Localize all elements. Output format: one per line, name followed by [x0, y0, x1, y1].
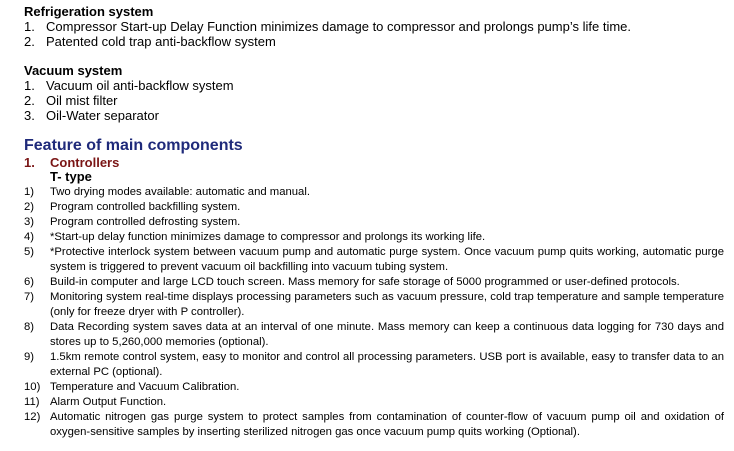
item-number: 6): [24, 276, 35, 288]
document-page: [24, 4, 724, 440]
list-item: [24, 215, 724, 230]
item-number: 12): [24, 411, 41, 423]
item-number: 3): [24, 216, 35, 228]
item-text: Patented cold trap anti-backflow system: [46, 34, 276, 49]
list-item: [24, 320, 724, 350]
list-item: [24, 245, 724, 275]
list-item: [24, 395, 724, 410]
item-number: 11): [24, 396, 40, 408]
list-item: [24, 93, 724, 108]
controllers-number: 1.: [24, 155, 35, 170]
features-title: Feature of main components: [24, 137, 243, 154]
list-item: [24, 108, 724, 123]
refrigeration-list: [24, 19, 724, 49]
item-text: Alarm Output Function.: [50, 396, 167, 408]
item-text: Temperature and Vacuum Calibration.: [50, 381, 240, 393]
item-number: 1): [24, 186, 35, 198]
item-number: 2.: [24, 34, 35, 49]
item-text: Oil-Water separator: [46, 108, 159, 123]
list-item: [24, 275, 724, 290]
item-number: 1.: [24, 19, 35, 34]
list-item: [24, 380, 724, 395]
vacuum-title: Vacuum system: [24, 63, 123, 78]
item-text: Oil mist filter: [46, 93, 118, 108]
list-item: [24, 200, 724, 215]
item-number: 4): [24, 231, 35, 243]
item-number: 7): [24, 291, 35, 303]
list-item: [24, 78, 724, 93]
item-number: 10): [24, 381, 41, 393]
feature-list: [24, 185, 724, 440]
type-label: T- type: [50, 169, 92, 184]
item-text: Monitoring system real-time displays processing parameters such as vacuum pressure, cold trap temperature and sample temperature (only for freeze dryer with P controller).: [50, 291, 724, 318]
item-number: 9): [24, 351, 35, 363]
controllers-label: Controllers: [50, 155, 120, 170]
list-item: [24, 290, 724, 320]
item-number: 5): [24, 246, 35, 258]
item-text: Program controlled backfilling system.: [50, 201, 241, 213]
list-item: [24, 19, 724, 34]
list-item: [24, 410, 724, 440]
list-item: [24, 34, 724, 49]
list-item: [24, 185, 724, 200]
item-text: *Start-up delay function minimizes damage to compressor and prolongs its working life.: [50, 231, 486, 243]
controllers-heading: [24, 155, 724, 170]
item-text: Two drying modes available: automatic and manual.: [50, 186, 310, 198]
list-item: [24, 230, 724, 245]
item-number: 2): [24, 201, 35, 213]
item-text: 1.5km remote control system, easy to monitor and control all processing parameters. USB port is available, easy to transfer data to an external PC (optional).: [50, 351, 724, 378]
list-item: [24, 350, 724, 380]
item-text: Data Recording system saves data at an interval of one minute. Mass memory can keep a continuous data logging for 730 days and stores up to 5,260,000 memories (optional).: [50, 321, 724, 348]
refrigeration-title: Refrigeration system: [24, 4, 154, 19]
item-number: 8): [24, 321, 35, 333]
item-text: *Protective interlock system between vacuum pump and automatic purge system. Once vacuum pump quits working, automatic purge system is triggered to prevent vacuum oil backfilling into vacuum tubing system.: [50, 246, 724, 273]
item-number: 2.: [24, 93, 35, 108]
item-text: Build-in computer and large LCD touch screen. Mass memory for safe storage of 5000 programmed or user-defined protocols.: [50, 276, 680, 288]
item-number: 1.: [24, 78, 35, 93]
item-text: Compressor Start-up Delay Function minimizes damage to compressor and prolongs pump’s life time.: [46, 19, 632, 34]
vacuum-list: [24, 78, 724, 123]
item-number: 3.: [24, 108, 35, 123]
item-text: Automatic nitrogen gas purge system to protect samples from contamination of counter-flow of vacuum pump oil and oxidation of oxygen-sensitive samples by inserting sterilized nitrogen gas once vacuum pump quits working (Optional).: [50, 411, 724, 438]
item-text: Vacuum oil anti-backflow system: [46, 78, 234, 93]
item-text: Program controlled defrosting system.: [50, 216, 241, 228]
